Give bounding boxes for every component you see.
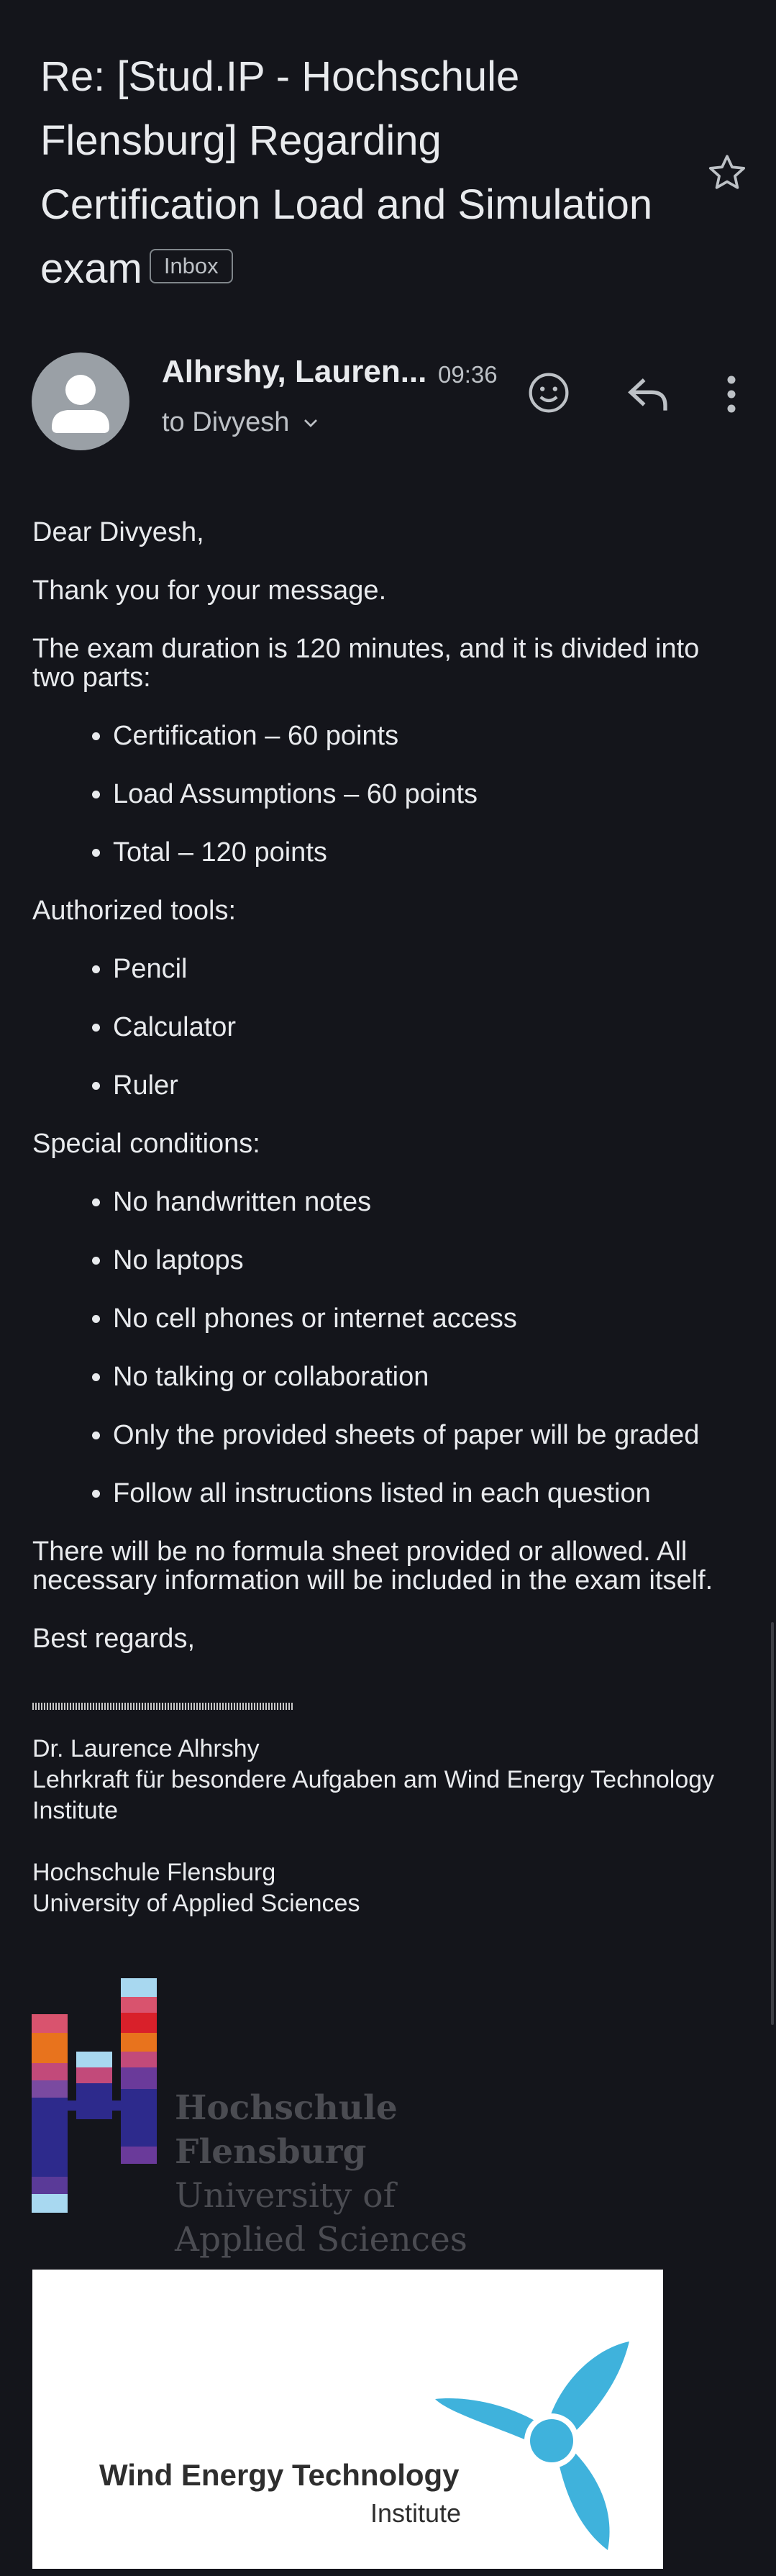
smiley-icon[interactable] (526, 370, 572, 416)
list-item: • Calculator (113, 1013, 744, 1042)
signature-block (32, 1734, 723, 1919)
logo-line: Hochschule (175, 2088, 398, 2128)
list-item: • No talking or collaboration (113, 1362, 744, 1391)
logo-line: University of (175, 2176, 396, 2216)
sender-avatar[interactable] (32, 352, 129, 450)
logo-line: Flensburg (175, 2132, 367, 2172)
recipient-toggle[interactable] (162, 407, 322, 438)
email-subject (40, 45, 673, 301)
list-item: • Ruler (113, 1071, 744, 1100)
list-item: • Total – 120 points (113, 838, 744, 867)
logo-line: Applied Sciences (175, 2220, 467, 2259)
signature-divider (32, 1703, 293, 1710)
email-time: 09:36 (438, 361, 498, 388)
star-outline-icon[interactable] (704, 150, 750, 196)
greeting: Dear Divyesh, (32, 517, 204, 547)
wet-subtitle: Institute (370, 2498, 462, 2528)
recipient-text: to Divyesh (162, 407, 290, 437)
conditions-list (32, 1188, 744, 1508)
list-item: • No laptops (113, 1246, 744, 1275)
wind-energy-technology-logo (32, 2270, 663, 2569)
list-item: • No cell phones or internet access (113, 1304, 744, 1333)
closing: Best regards, (32, 1624, 195, 1654)
signature-org: Hochschule Flensburg (32, 1859, 276, 1886)
list-item: • Only the provided sheets of paper will be graded (113, 1421, 744, 1449)
wet-title: Wind Energy Technology (99, 2458, 460, 2492)
list-item: • Certification – 60 points (113, 722, 744, 750)
email-body (32, 518, 744, 1653)
person-icon (32, 352, 129, 450)
exam-intro: The exam duration is 120 minutes, and it is divided into two parts: (32, 634, 700, 693)
tools-list (32, 955, 744, 1100)
sender-name[interactable]: Alhrshy, Lauren... (162, 354, 427, 389)
signature-org-sub: University of Applied Sciences (32, 1890, 360, 1917)
list-item: • Pencil (113, 955, 744, 983)
chevron-down-icon (299, 411, 322, 434)
formula-note: There will be no formula sheet provided or allowed. All necessary information will be included in the exam itself. (32, 1537, 713, 1596)
list-item: • No handwritten notes (113, 1188, 744, 1216)
inbox-label-chip[interactable]: Inbox (150, 249, 233, 283)
tools-heading: Authorized tools: (32, 896, 237, 926)
signature-role: Lehrkraft für besondere Aufgaben am Wind Energy Technology Institute (32, 1766, 715, 1824)
more-vert-icon[interactable] (719, 373, 744, 416)
subject-text: Re: [Stud.IP - Hochschule Flensburg] Regarding Certification Load and Simulation exam (40, 53, 653, 292)
signature-name: Dr. Laurence Alhrshy (32, 1735, 260, 1762)
reply-icon[interactable] (625, 374, 671, 414)
hochschule-logo-text (175, 2086, 467, 2262)
scrollbar[interactable] (771, 1622, 774, 2025)
thanks-line: Thank you for your message. (32, 575, 387, 606)
conditions-heading: Special conditions: (32, 1129, 260, 1159)
exam-parts-list (32, 722, 744, 867)
list-item: • Follow all instructions listed in each question (113, 1479, 744, 1508)
list-item: • Load Assumptions – 60 points (113, 780, 744, 809)
